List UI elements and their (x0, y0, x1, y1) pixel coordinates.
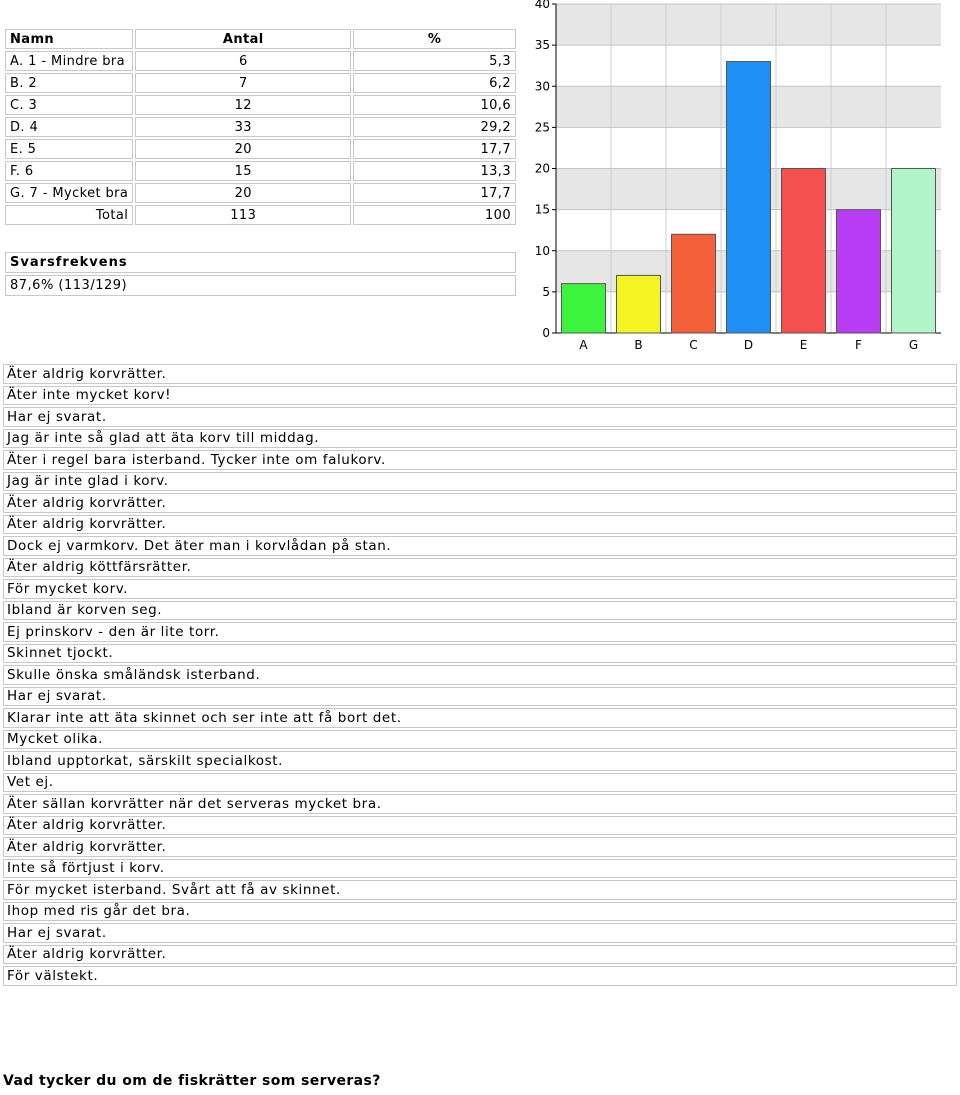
comment-row (3, 966, 957, 986)
response-rate-value: 87,6% (113/129) (5, 275, 516, 296)
row-name: G. 7 - Mycket bra (5, 183, 133, 203)
comment-text: Har ej svarat. (3, 687, 957, 707)
comment-row (3, 644, 957, 664)
comment-row (3, 751, 957, 771)
row-count: 20 (135, 183, 351, 203)
y-tick-label: 25 (534, 120, 550, 135)
row-name: B. 2 (5, 73, 133, 93)
bar-d (727, 62, 771, 333)
comment-text: Skulle önska småländsk isterband. (3, 665, 957, 685)
comment-text: Äter sällan korvrätter när det serveras mycket bra. (3, 794, 957, 814)
comment-text: Äter aldrig korvrätter. (3, 515, 957, 535)
bar-g (892, 169, 936, 334)
x-tick-label: G (908, 338, 919, 352)
comment-row (3, 708, 957, 728)
comment-row (3, 515, 957, 535)
bar-b (617, 275, 661, 333)
comment-text: Mycket olika. (3, 730, 957, 750)
response-rate-header: Svarsfrekvens (5, 252, 516, 273)
comment-row (3, 407, 957, 427)
comment-text: Äter aldrig korvrätter. (3, 816, 957, 836)
table-row (5, 95, 516, 115)
comment-row (3, 880, 957, 900)
comment-row (3, 536, 957, 556)
y-tick-label: 5 (542, 284, 550, 299)
table-row (5, 139, 516, 159)
bar-c (672, 234, 716, 333)
row-percent: 10,6 (353, 95, 516, 115)
response-rate-table (3, 250, 518, 298)
x-tick-label: A (579, 338, 588, 352)
comment-text: Äter aldrig köttfärsrätter. (3, 558, 957, 578)
comment-row (3, 665, 957, 685)
comment-row (3, 386, 957, 406)
comment-text: Jag är inte så glad att äta korv till middag. (3, 429, 957, 449)
chart-band (556, 4, 941, 45)
comment-row (3, 859, 957, 879)
comment-text: För mycket korv. (3, 579, 957, 599)
row-percent: 29,2 (353, 117, 516, 137)
table-row (5, 117, 516, 137)
comment-row (3, 837, 957, 857)
table-row (5, 161, 516, 181)
comment-text: Äter i regel bara isterband. Tycker inte om falukorv. (3, 450, 957, 470)
comment-row (3, 902, 957, 922)
header-percent: % (353, 29, 516, 49)
comment-text: Äter aldrig korvrätter. (3, 945, 957, 965)
x-tick-label: C (689, 338, 698, 352)
bar-e (782, 169, 826, 334)
x-tick-label: D (743, 338, 754, 352)
header-count: Antal (135, 29, 351, 49)
row-percent: 13,3 (353, 161, 516, 181)
comment-text: Ihop med ris går det bra. (3, 902, 957, 922)
comment-row (3, 364, 957, 384)
comment-text: Har ej svarat. (3, 407, 957, 427)
table-row (5, 183, 516, 203)
y-tick-label: 40 (534, 0, 550, 11)
y-tick-label: 10 (534, 243, 550, 258)
comment-text: Inte så förtjust i korv. (3, 859, 957, 879)
comment-row (3, 794, 957, 814)
row-name: F. 6 (5, 161, 133, 181)
row-count: 15 (135, 161, 351, 181)
y-tick-label: 35 (534, 38, 550, 53)
row-percent: 17,7 (353, 139, 516, 159)
comment-text: Äter aldrig korvrätter. (3, 364, 957, 384)
row-count: 6 (135, 51, 351, 71)
x-tick-label: E (799, 338, 808, 352)
x-tick-label: B (634, 338, 643, 352)
header-name: Namn (5, 29, 133, 49)
comment-text: Har ej svarat. (3, 923, 957, 943)
comment-text: Vet ej. (3, 773, 957, 793)
row-name: E. 5 (5, 139, 133, 159)
comment-row (3, 450, 957, 470)
comment-text: Äter aldrig korvrätter. (3, 837, 957, 857)
bar-f (837, 210, 881, 333)
comment-row (3, 558, 957, 578)
comment-text: För välstekt. (3, 966, 957, 986)
row-name: A. 1 - Mindre bra (5, 51, 133, 71)
comment-row (3, 730, 957, 750)
frequency-table (3, 27, 518, 227)
comment-text: Ibland upptorkat, särskilt specialkost. (3, 751, 957, 771)
row-count: 20 (135, 139, 351, 159)
table-row (5, 73, 516, 93)
row-name: D. 4 (5, 117, 133, 137)
comment-text: Äter aldrig korvrätter. (3, 493, 957, 513)
comment-text: Ej prinskorv - den är lite torr. (3, 622, 957, 642)
y-tick-label: 20 (534, 161, 550, 176)
y-tick-label: 0 (542, 326, 550, 340)
x-tick-label: F (855, 338, 862, 352)
table-row (5, 51, 516, 71)
row-percent: 5,3 (353, 51, 516, 71)
comment-text: Dock ej varmkorv. Det äter man i korvlådan på stan. (3, 536, 957, 556)
bar-chart (520, 0, 956, 358)
y-tick-label: 30 (534, 79, 550, 94)
total-label: Total (5, 205, 133, 225)
comment-row (3, 773, 957, 793)
comment-text: Jag är inte glad i korv. (3, 472, 957, 492)
table-header-row (5, 29, 516, 49)
row-count: 7 (135, 73, 351, 93)
table-total-row (5, 205, 516, 225)
y-tick-label: 15 (534, 202, 550, 217)
comment-row (3, 579, 957, 599)
total-count: 113 (135, 205, 351, 225)
comment-row (3, 687, 957, 707)
row-count: 33 (135, 117, 351, 137)
comment-text: För mycket isterband. Svårt att få av skinnet. (3, 880, 957, 900)
next-question-heading: Vad tycker du om de fiskrätter som serveras? (3, 1073, 381, 1089)
comments-table (1, 362, 959, 988)
comment-row (3, 429, 957, 449)
comment-text: Skinnet tjockt. (3, 644, 957, 664)
row-count: 12 (135, 95, 351, 115)
comment-row (3, 816, 957, 836)
comment-row (3, 493, 957, 513)
total-percent: 100 (353, 205, 516, 225)
row-name: C. 3 (5, 95, 133, 115)
row-percent: 17,7 (353, 183, 516, 203)
comment-text: Klarar inte att äta skinnet och ser inte att få bort det. (3, 708, 957, 728)
row-percent: 6,2 (353, 73, 516, 93)
comment-text: Äter inte mycket korv! (3, 386, 957, 406)
comment-row (3, 622, 957, 642)
comment-text: Ibland är korven seg. (3, 601, 957, 621)
bar-a (562, 284, 606, 333)
comment-row (3, 601, 957, 621)
comment-row (3, 472, 957, 492)
comment-row (3, 923, 957, 943)
comment-row (3, 945, 957, 965)
